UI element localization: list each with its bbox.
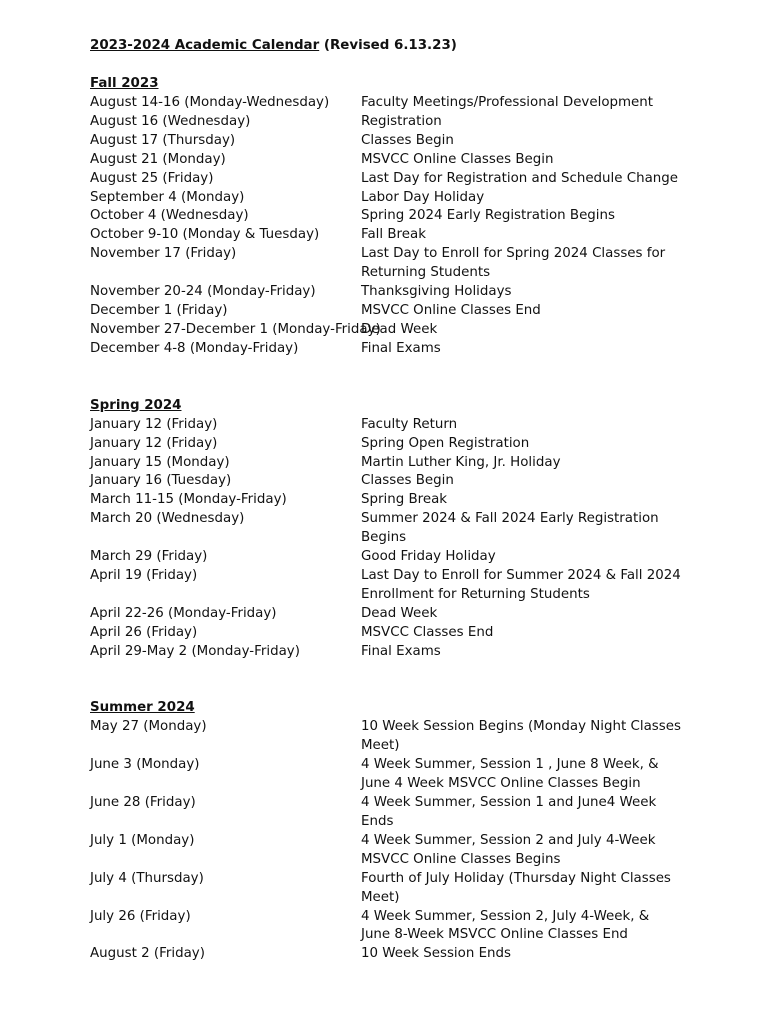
row-event: Spring 2024 Early Registration Begins <box>361 208 615 224</box>
row-date: March 20 (Wednesday) <box>90 511 245 527</box>
table-row <box>90 718 690 756</box>
table-row <box>90 454 690 473</box>
row-event: 4 Week Summer, Session 2, July 4-Week, & June 8-Week MSVCC Online Classes End <box>361 908 650 943</box>
table-row <box>90 945 690 964</box>
section-fall-2023 <box>90 75 690 359</box>
table-row <box>90 302 690 321</box>
row-date: November 27-December 1 (Monday-Friday) <box>90 321 381 337</box>
table-row <box>90 605 690 624</box>
table-row <box>90 283 690 302</box>
table-row <box>90 472 690 491</box>
row-event: MSVCC Online Classes Begin <box>361 151 554 167</box>
section-heading: Fall 2023 <box>90 76 159 91</box>
row-event: 4 Week Summer, Session 1 and June4 Week Ends <box>361 795 657 829</box>
row-event: Labor Day Holiday <box>361 189 485 205</box>
row-event: Dead Week <box>361 321 438 337</box>
section-summer-2024 <box>90 699 690 964</box>
table-row <box>90 94 690 113</box>
spacer <box>90 56 690 75</box>
row-date: August 2 (Friday) <box>90 946 205 962</box>
table-row <box>90 491 690 510</box>
section-heading: Spring 2024 <box>90 397 182 413</box>
row-date: March 29 (Friday) <box>90 549 208 565</box>
row-event: Thanksgiving Holidays <box>361 284 512 300</box>
table-row <box>90 832 690 870</box>
table-row <box>90 113 690 132</box>
calendar-document <box>90 37 690 964</box>
row-date: October 9-10 (Monday & Tuesday) <box>90 227 320 243</box>
row-date: April 22-26 (Monday-Friday) <box>90 605 277 621</box>
row-date: April 26 (Friday) <box>90 624 198 640</box>
row-event: Spring Break <box>361 492 448 508</box>
row-event: Final Exams <box>361 643 441 659</box>
row-event: 4 Week Summer, Session 1 , June 8 Week, & June 4 Week MSVCC Online Classes Begin <box>361 757 659 792</box>
document-title <box>90 37 690 56</box>
table-row <box>90 624 690 643</box>
row-date: October 4 (Wednesday) <box>90 208 249 224</box>
row-date: November 17 (Friday) <box>90 246 237 262</box>
row-event: Classes Begin <box>361 132 454 148</box>
row-event: Faculty Meetings/Professional Development <box>361 95 654 110</box>
row-event: Summer 2024 & Fall 2024 Early Registration Begins <box>361 511 659 546</box>
row-date: June 3 (Monday) <box>90 757 200 773</box>
row-date: July 1 (Monday) <box>90 832 195 848</box>
table-row <box>90 643 690 662</box>
table-row <box>90 567 690 605</box>
table-row <box>90 416 690 435</box>
row-date: April 29-May 2 (Monday-Friday) <box>90 643 300 659</box>
row-date: November 20-24 (Monday-Friday) <box>90 284 316 300</box>
row-date: January 15 (Monday) <box>90 454 230 470</box>
row-event: Dead Week <box>361 605 438 621</box>
table-row <box>90 132 690 151</box>
row-date: January 12 (Friday) <box>90 435 218 451</box>
row-date: August 21 (Monday) <box>90 151 226 167</box>
table-row <box>90 510 690 548</box>
row-event: MSVCC Classes End <box>361 624 494 640</box>
table-row <box>90 870 690 908</box>
row-event: Spring Open Registration <box>361 435 530 451</box>
row-date: March 11-15 (Monday-Friday) <box>90 492 287 508</box>
row-date: September 4 (Monday) <box>90 189 245 205</box>
row-event: Faculty Return <box>361 416 458 432</box>
table-row <box>90 756 690 794</box>
row-date: July 4 (Thursday) <box>90 870 204 886</box>
table-row <box>90 207 690 226</box>
row-date: April 19 (Friday) <box>90 567 198 583</box>
row-event: Last Day to Enroll for Summer 2024 & Fall 2024 Enrollment for Returning Students <box>361 567 681 602</box>
row-event: Martin Luther King, Jr. Holiday <box>361 454 561 470</box>
spacer <box>90 359 690 397</box>
row-event: Registration <box>361 113 442 129</box>
row-date: July 26 (Friday) <box>90 908 191 924</box>
row-event: MSVCC Online Classes End <box>361 302 541 318</box>
row-date: January 16 (Tuesday) <box>90 473 232 489</box>
table-row <box>90 908 690 946</box>
table-row <box>90 435 690 454</box>
table-row <box>90 170 690 189</box>
row-event: 10 Week Session Ends <box>361 946 512 962</box>
row-event: 10 Week Session Begins (Monday Night Classes Meet) <box>361 719 681 754</box>
title-main: 2023-2024 Academic Calendar <box>90 38 320 53</box>
row-date: December 1 (Friday) <box>90 302 228 318</box>
table-row <box>90 226 690 245</box>
row-event: Last Day for Registration and Schedule Change <box>361 170 679 186</box>
row-date: August 16 (Wednesday) <box>90 113 251 129</box>
row-date: December 4-8 (Monday-Friday) <box>90 340 299 356</box>
table-row <box>90 189 690 208</box>
table-row <box>90 321 690 340</box>
row-event: 4 Week Summer, Session 2 and July 4-Week MSVCC Online Classes Begins <box>361 832 656 867</box>
table-row <box>90 340 690 359</box>
table-row <box>90 548 690 567</box>
row-date: August 14-16 (Monday-Wednesday) <box>90 95 330 110</box>
row-event: Fall Break <box>361 227 426 243</box>
row-date: May 27 (Monday) <box>90 719 207 735</box>
row-event: Classes Begin <box>361 473 454 489</box>
row-event: Last Day to Enroll for Spring 2024 Classes for Returning Students <box>361 246 666 281</box>
section-heading: Summer 2024 <box>90 700 195 716</box>
title-revision: (Revised 6.13.23) <box>319 38 457 53</box>
table-row <box>90 151 690 170</box>
row-date: August 25 (Friday) <box>90 170 214 186</box>
table-row <box>90 245 690 283</box>
row-event: Good Friday Holiday <box>361 549 496 565</box>
row-date: August 17 (Thursday) <box>90 132 236 148</box>
spacer <box>90 661 690 699</box>
row-date: June 28 (Friday) <box>90 795 196 811</box>
row-event: Final Exams <box>361 340 441 356</box>
row-event: Fourth of July Holiday (Thursday Night Classes Meet) <box>361 870 671 905</box>
row-date: January 12 (Friday) <box>90 416 218 432</box>
table-row <box>90 794 690 832</box>
section-spring-2024 <box>90 397 690 662</box>
